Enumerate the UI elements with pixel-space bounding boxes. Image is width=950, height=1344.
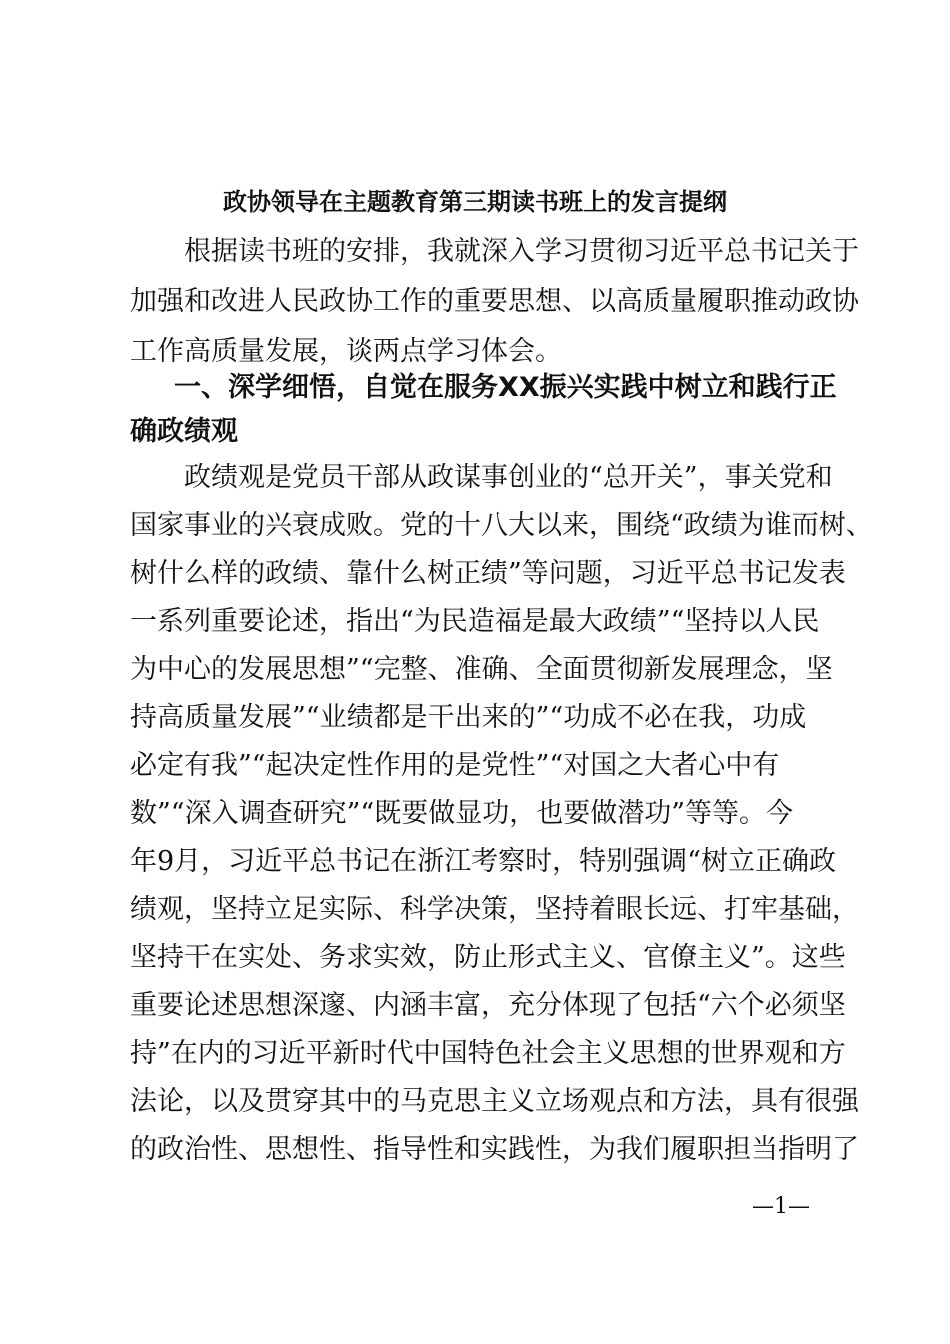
body-line: 的政治性、思想性、指导性和实践性，为我们履职担当指明了: [130, 1134, 859, 1165]
body-line: 持高质量发展”“业绩都是干出来的”“功成不必在我，功成: [130, 702, 807, 733]
section-heading: 确政绩观: [130, 416, 238, 447]
document-title: 政协领导在主题教育第三期读书班上的发言提纲: [223, 187, 727, 216]
intro-line: 加强和改进人民政协工作的重要思想、以高质量履职推动政协: [130, 286, 859, 317]
body-line: 政绩观是党员干部从政谋事创业的“总开关”，事关党和: [184, 462, 833, 493]
body-line: 必定有我”“起决定性作用的是党性”“对国之大者心中有: [130, 750, 780, 781]
body-line: 坚持干在实处、务求实效，防止形式主义、官僚主义”。这些: [130, 942, 846, 973]
body-line: 树什么样的政绩、靠什么树正绩”等问题，习近平总书记发表: [130, 558, 846, 589]
section-heading: 一、深学细悟，自觉在服务XX振兴实践中树立和践行正: [174, 372, 837, 403]
body-line: 数”“深入调查研究”“既要做显功，也要做潜功”等等。今: [130, 798, 794, 829]
body-line: 法论，以及贯穿其中的马克思主义立场观点和方法，具有很强: [130, 1086, 859, 1117]
intro-line: 工作高质量发展，谈两点学习体会。: [130, 336, 562, 367]
body-line: 年9月，习近平总书记在浙江考察时，特别强调“树立正确政: [130, 846, 836, 877]
body-line: 绩观，坚持立足实际、科学决策，坚持着眼长远、打牢基础，: [130, 894, 859, 925]
body-line: 一系列重要论述，指出“为民造福是最大政绩”“坚持以人民: [130, 606, 820, 637]
body-line: 国家事业的兴衰成败。党的十八大以来，围绕“政绩为谁而树、: [130, 510, 873, 541]
body-line: 为中心的发展思想”“完整、准确、全面贯彻新发展理念，坚: [130, 654, 833, 685]
page-number: —1—: [752, 1194, 810, 1219]
body-line: 重要论述思想深邃、内涵丰富，充分体现了包括“六个必须坚: [130, 990, 846, 1021]
body-line: 持”在内的习近平新时代中国特色社会主义思想的世界观和方: [130, 1038, 846, 1069]
intro-line: 根据读书班的安排，我就深入学习贯彻习近平总书记关于: [184, 236, 859, 267]
